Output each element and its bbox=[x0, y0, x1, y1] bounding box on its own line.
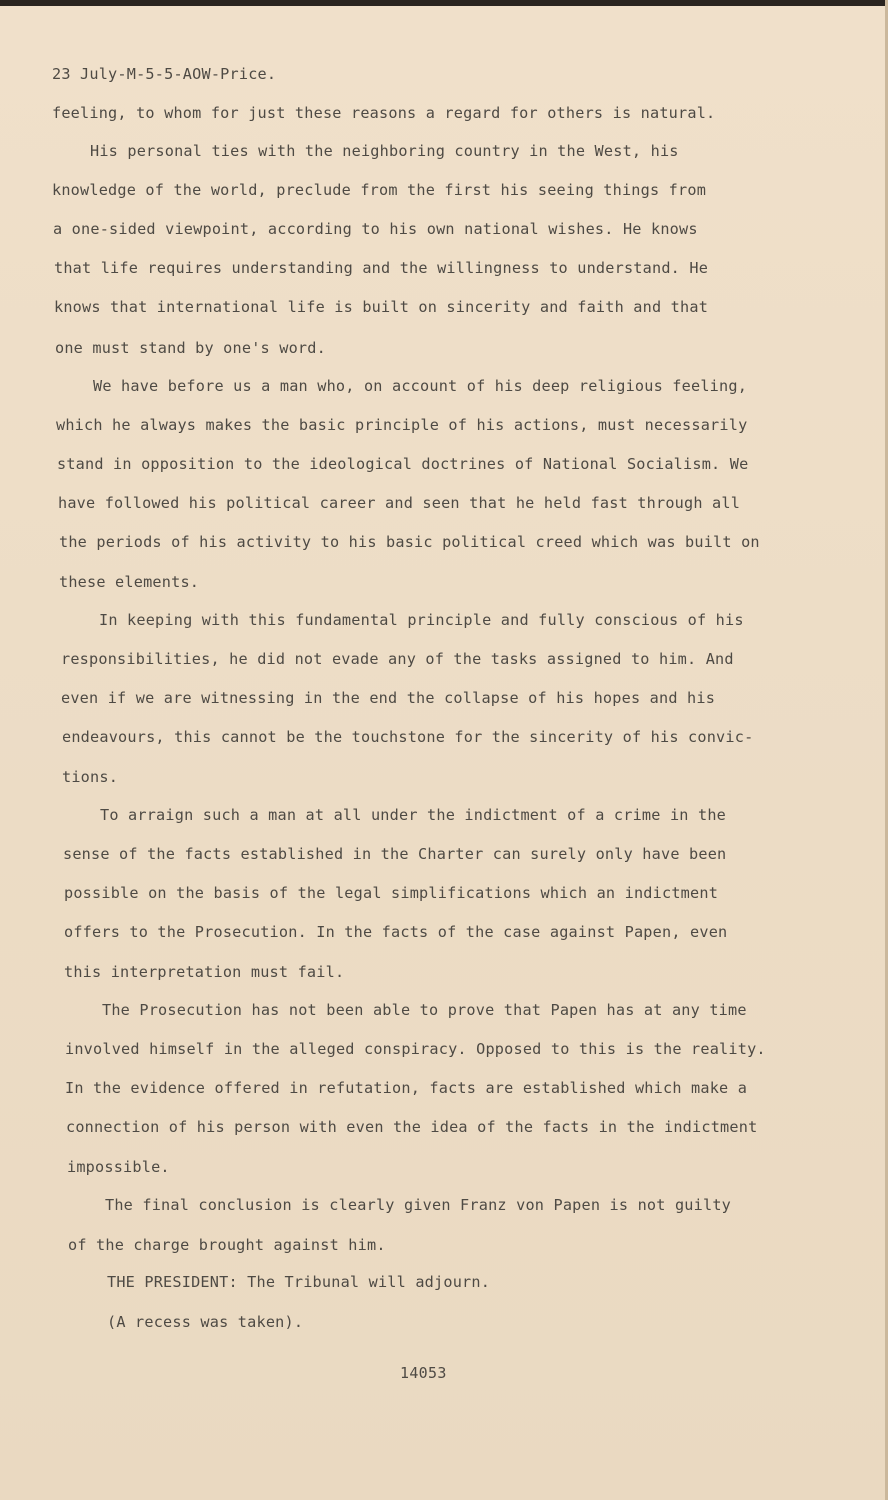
text-line: tions. bbox=[62, 768, 119, 786]
president-statement: THE PRESIDENT: The Tribunal will adjourn. bbox=[107, 1273, 491, 1291]
text-line: We have before us a man who, on account of his deep religious feeling, bbox=[93, 377, 748, 395]
text-line: His personal ties with the neighboring country in the West, his bbox=[90, 142, 679, 160]
text-line: of the charge brought against him. bbox=[68, 1236, 386, 1254]
text-line: involved himself in the alleged conspiracy. Opposed to this is the reality. bbox=[65, 1040, 766, 1058]
text-line: which he always makes the basic principle of his actions, must necessarily bbox=[56, 416, 748, 434]
text-line: The Prosecution has not been able to prove that Papen has at any time bbox=[102, 1001, 747, 1019]
text-line: have followed his political career and seen that he held fast through all bbox=[58, 494, 741, 512]
text-line: knows that international life is built on sincerity and faith and that bbox=[54, 298, 709, 316]
text-line: responsibilities, he did not evade any of the tasks assigned to him. And bbox=[61, 650, 734, 668]
text-line: sense of the facts established in the Charter can surely only have been bbox=[63, 845, 727, 863]
text-line: the periods of his activity to his basic political creed which was built on bbox=[59, 533, 760, 551]
text-line: In keeping with this fundamental principle and fully conscious of his bbox=[99, 611, 744, 629]
text-line: this interpretation must fail. bbox=[64, 963, 345, 981]
text-line: even if we are witnessing in the end the collapse of his hopes and his bbox=[61, 689, 716, 707]
text-line: these elements. bbox=[59, 573, 200, 591]
recess-note: (A recess was taken). bbox=[107, 1313, 304, 1331]
text-line: offers to the Prosecution. In the facts of the case against Papen, even bbox=[64, 923, 728, 941]
text-line: stand in opposition to the ideological doctrines of National Socialism. We bbox=[57, 455, 749, 473]
text-line: a one-sided viewpoint, according to his own national wishes. He knows bbox=[53, 220, 698, 238]
text-line: connection of his person with even the idea of the facts in the indictment bbox=[66, 1118, 758, 1136]
text-line: To arraign such a man at all under the indictment of a crime in the bbox=[100, 806, 727, 824]
page-top-edge bbox=[0, 0, 888, 6]
header-reference: 23 July-M-5-5-AOW-Price. bbox=[52, 65, 277, 83]
text-line: The final conclusion is clearly given Franz von Papen is not guilty bbox=[105, 1196, 732, 1214]
text-line: possible on the basis of the legal simplifications which an indictment bbox=[64, 884, 719, 902]
page-number: 14053 bbox=[400, 1364, 447, 1382]
text-line: endeavours, this cannot be the touchstone for the sincerity of his convic- bbox=[62, 728, 754, 746]
text-line: impossible. bbox=[67, 1158, 170, 1176]
text-line: feeling, to whom for just these reasons a regard for others is natural. bbox=[52, 104, 716, 122]
text-line: that life requires understanding and the willingness to understand. He bbox=[54, 259, 709, 277]
text-line: In the evidence offered in refutation, facts are established which make a bbox=[65, 1079, 748, 1097]
text-line: one must stand by one's word. bbox=[55, 339, 326, 357]
text-line: knowledge of the world, preclude from the first his seeing things from bbox=[52, 181, 707, 199]
